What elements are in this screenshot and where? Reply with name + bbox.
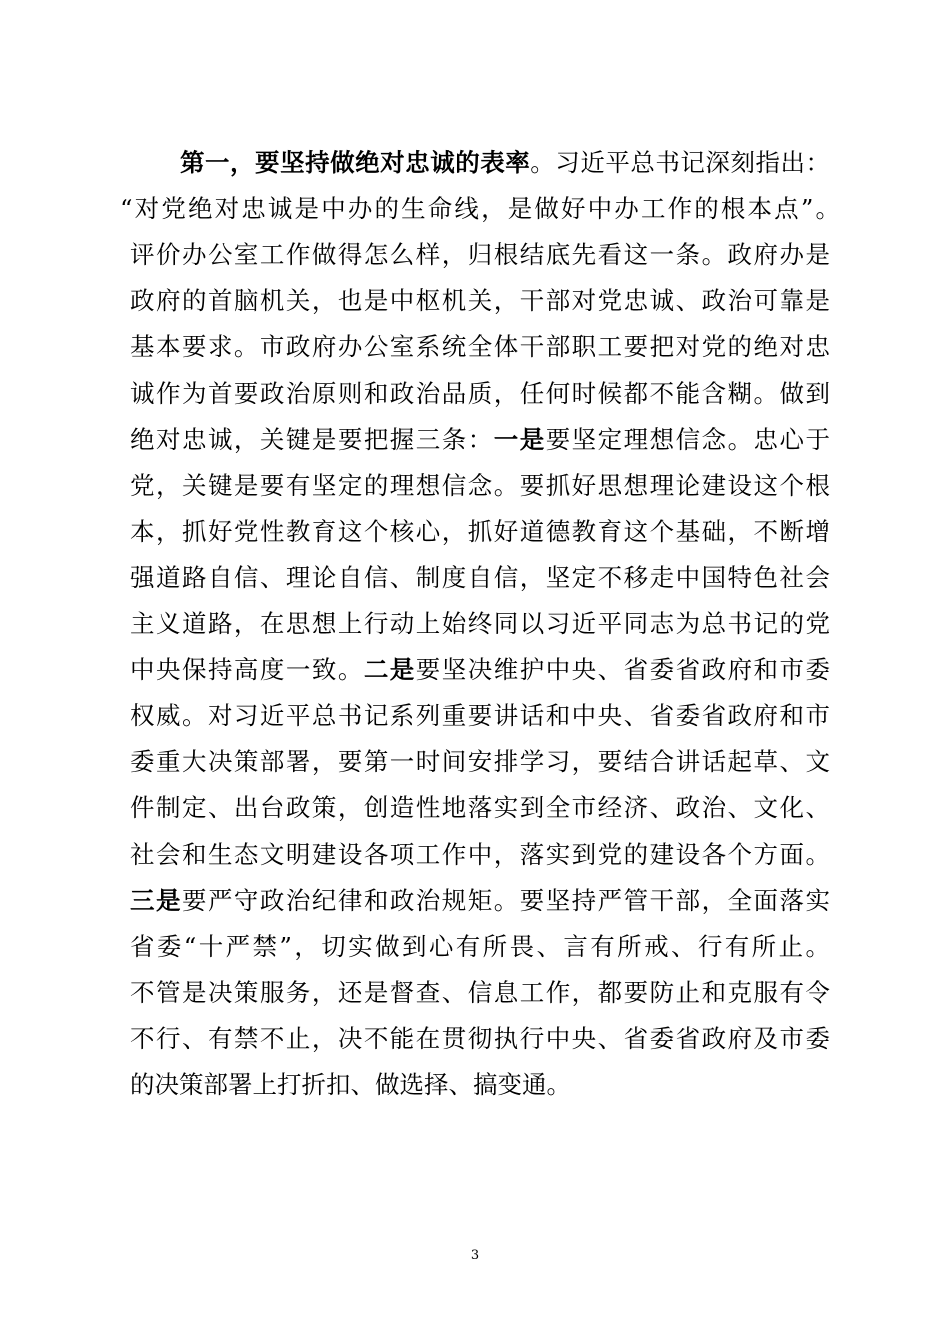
bold-text-segment: 三是: [130, 885, 182, 915]
text-line-4: [130, 286, 830, 316]
text-line-16: [130, 840, 830, 870]
bold-text-segment: 第一，要坚持做绝对忠诚的表率: [180, 148, 531, 177]
text-line-20: [130, 1024, 830, 1054]
text-line-14: [130, 747, 830, 777]
text-line-15: [130, 793, 830, 823]
text-segment: 件制定、出台政策，创造性地落实到全市经济、政治、文化、: [130, 793, 830, 823]
text-segment: 基本要求。市政府办公室系统全体干部职工要把对党的绝对忠: [130, 332, 830, 362]
text-line-18: [130, 932, 830, 962]
text-segment: 政府的首脑机关，也是中枢机关，干部对党忠诚、政治可靠是: [130, 286, 830, 316]
bold-text-segment: 二是: [363, 655, 416, 685]
text-segment: “对党绝对忠诚是中办的生命线，是做好中办工作的根本点”。: [120, 194, 840, 224]
text-line-3: [130, 240, 830, 270]
text-segment: 中央保持高度一致。: [130, 655, 364, 685]
text-segment: 党，关键是要有坚定的理想信念。要抓好思想理论建设这个根: [130, 470, 830, 500]
page-number: 3: [470, 1248, 480, 1263]
text-segment: 不管是决策服务，还是督查、信息工作，都要防止和克服有令: [130, 977, 830, 1007]
bold-text-segment: 一是: [493, 424, 546, 454]
text-segment: 权威。对习近平总书记系列重要讲话和中央、省委省政府和市: [130, 701, 830, 731]
text-segment: 绝对忠诚，关键是要把握三条：: [130, 424, 494, 454]
text-line-9: [130, 517, 830, 547]
text-segment: 本，抓好党性教育这个核心，抓好道德教育这个基础，不断增: [130, 516, 830, 546]
text-line-7: [130, 425, 830, 455]
text-segment: 省委“十严禁”，切实做到心有所畏、言有所戒、行有所止。: [130, 931, 830, 961]
text-line-11: [130, 609, 830, 639]
text-segment: 要坚决维护中央、省委省政府和市委: [415, 655, 830, 685]
text-segment: 要坚定理想信念。忠心于: [545, 424, 830, 454]
text-line-1: [180, 148, 830, 178]
text-segment: 强道路自信、理论自信、制度自信，坚定不移走中国特色社会: [130, 562, 830, 592]
text-segment: 的决策部署上打折扣、做选择、搞变通。: [130, 1070, 571, 1099]
text-segment: 评价办公室工作做得怎么样，归根结底先看这一条。政府办是: [130, 240, 830, 270]
text-line-21: [130, 1070, 830, 1100]
text-line-6: [130, 379, 830, 409]
text-segment: 。习近平总书记深刻指出：: [530, 148, 830, 177]
text-segment: 委重大决策部署，要第一时间安排学习，要结合讲话起草、文: [130, 747, 830, 777]
text-line-8: [130, 471, 830, 501]
text-segment: 诚作为首要政治原则和政治品质，任何时候都不能含糊。做到: [130, 378, 830, 408]
text-segment: 社会和生态文明建设各项工作中，落实到党的建设各个方面。: [130, 839, 830, 869]
text-line-5: [130, 332, 830, 362]
text-segment: 要严守政治纪律和政治规矩。要坚持严管干部，全面落实: [181, 885, 830, 915]
text-line-19: [130, 978, 830, 1008]
text-line-17: [130, 886, 830, 916]
text-line-10: [130, 563, 830, 593]
text-line-13: [130, 701, 830, 731]
text-segment: 主义道路，在思想上行动上始终同以习近平同志为总书记的党: [130, 609, 830, 638]
text-line-2: [120, 194, 840, 224]
text-segment: 不行、有禁不止，决不能在贯彻执行中央、省委省政府及市委: [130, 1023, 830, 1053]
text-line-12: [130, 655, 830, 685]
